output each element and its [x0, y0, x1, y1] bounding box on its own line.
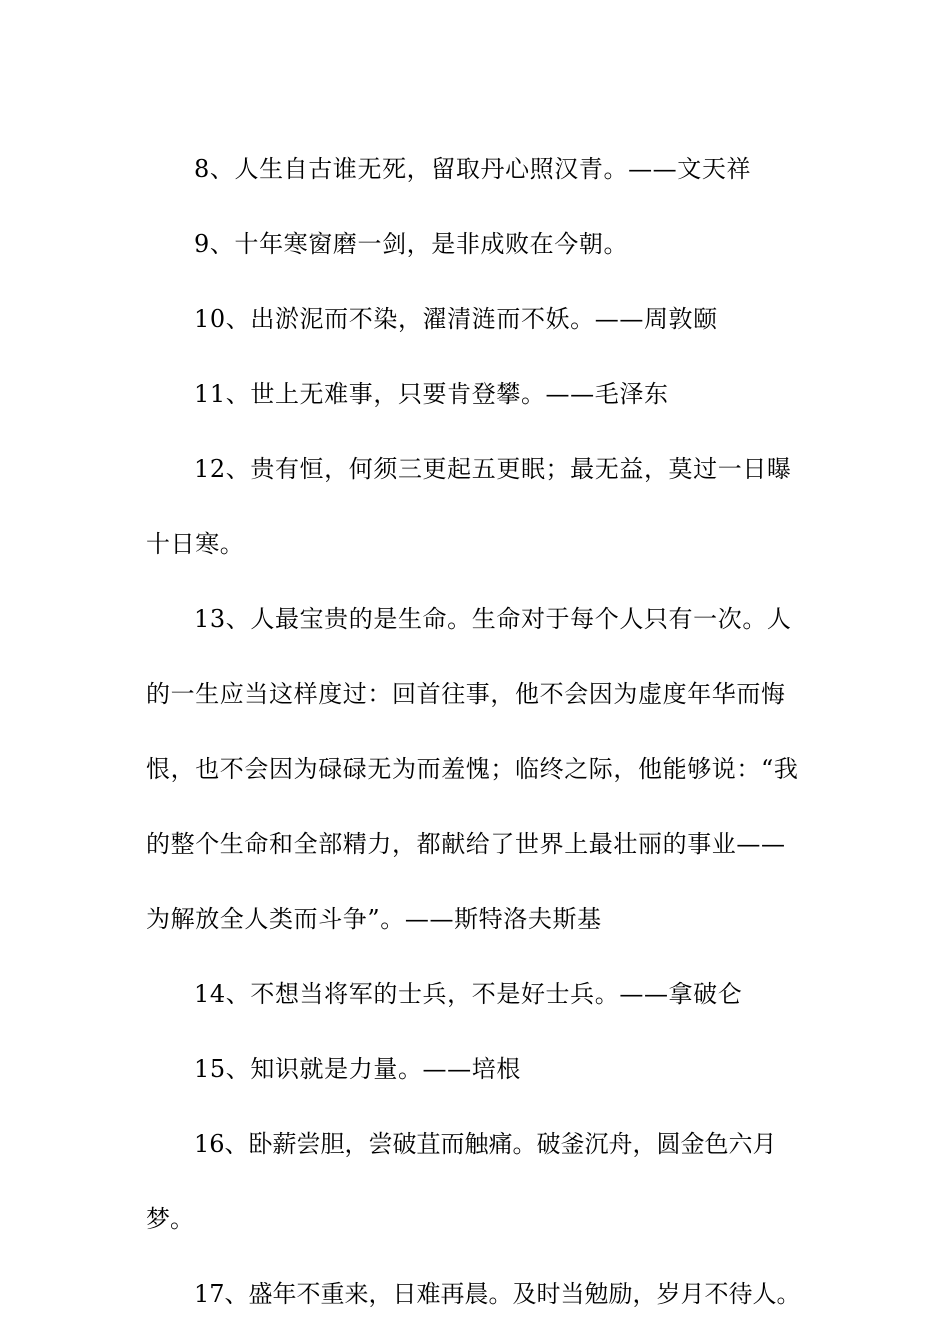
- paragraph-quote-12: 12、贵有恒，何须三更起五更眠；最无益，莫过一日曝十日寒。: [146, 455, 792, 558]
- paragraph-quote-9: 9、十年寒窗磨一剑，是非成败在今朝。: [194, 230, 629, 258]
- paragraph-quote-11: 11、世上无难事，只要肯登攀。——毛泽东: [194, 380, 669, 408]
- paragraph-quote-15: 15、知识就是力量。——培根: [194, 1055, 521, 1083]
- paragraph-quote-14: 14、不想当将军的士兵，不是好士兵。——拿破仑: [194, 980, 743, 1008]
- paragraph-quote-13: 13、人最宝贵的是生命。生命对于每个人只有一次。人的一生应当这样度过：回首往事，他不会因为虚度年华而悔恨，也不会因为碌碌无为而羞愧；临终之际，他能够说：“我的整个生命和全部精力，都献给了世界上最壮丽的事业——为解放全人类而斗争”。——斯特洛夫斯基: [146, 605, 799, 933]
- paragraph-quote-17: 17、盛年不重来，日难再晨。及时当勉励，岁月不待人。: [194, 1280, 801, 1308]
- paragraph-quote-8: 8、人生自古谁无死，留取丹心照汉青。——文天祥: [194, 155, 752, 183]
- paragraph-quote-10: 10、出淤泥而不染，濯清涟而不妖。——周敦颐: [194, 305, 718, 333]
- paragraph-quote-16: 16、卧薪尝胆，尝破苴而触痛。破釜沉舟，圆金色六月梦。: [146, 1130, 777, 1233]
- document-body: [146, 132, 806, 1332]
